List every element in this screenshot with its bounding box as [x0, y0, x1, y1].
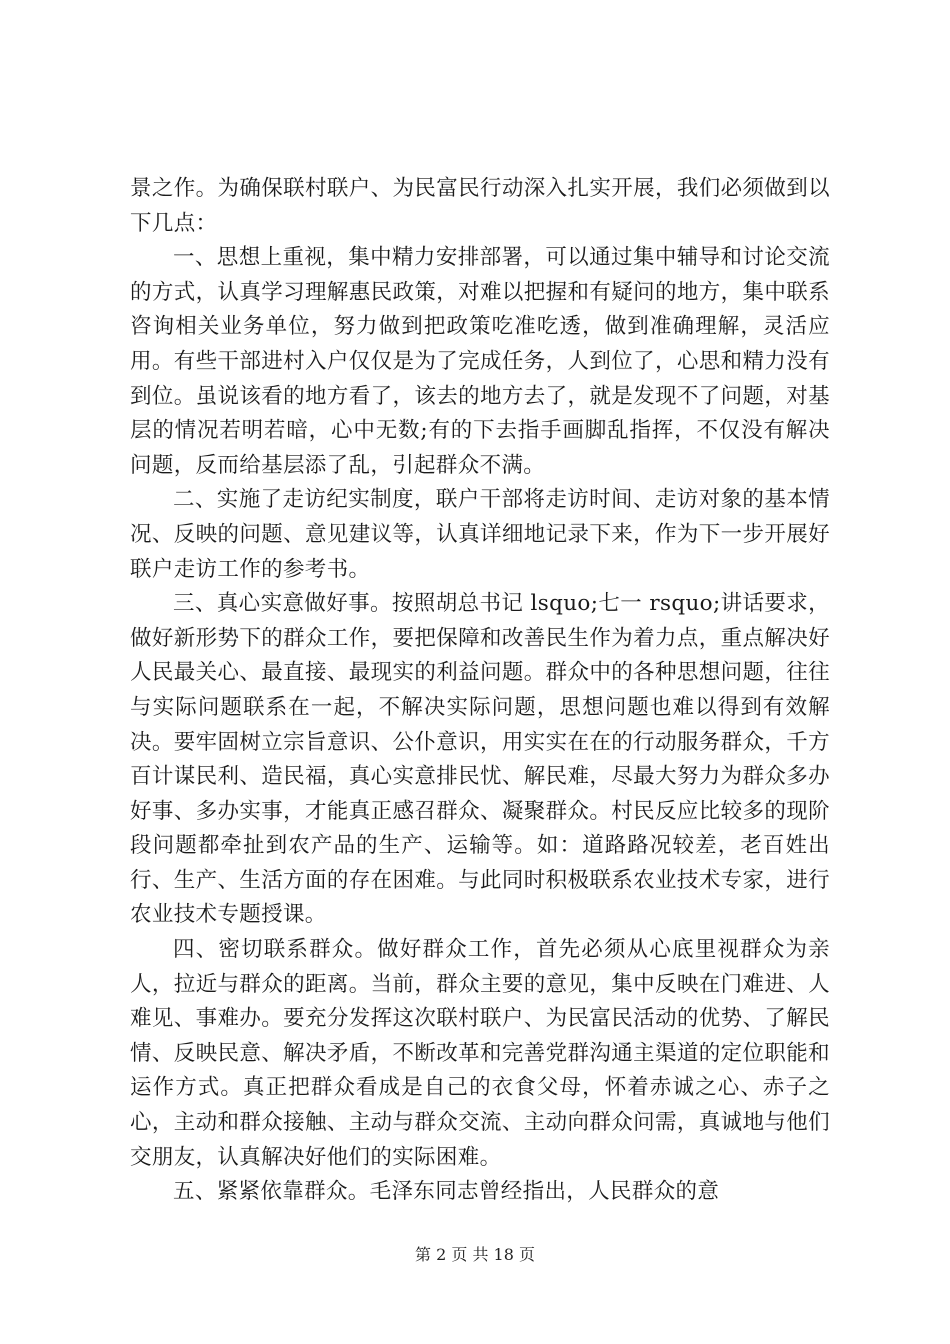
- paragraph-point-4: 四、密切联系群众。做好群众工作，首先必须从心底里视群众为亲人，拉近与群众的距离。当前，群众主要的意见，集中反映在门难进、人难见、事难办。要充分发挥这次联村联户、为民富民活动的优势、了解民情、反映民意、解决矛盾，不断改革和完善党群沟通主渠道的定位职能和运作方式。真正把群众看成是自己的衣食父母，怀着赤诚之心、赤子之心，主动和群众接触、主动与群众交流、主动向群众问需，真诚地与他们交朋友，认真解决好他们的实际困难。: [130, 937, 830, 1170]
- paragraph-point-3: 三、真心实意做好事。按照胡总书记 lsquo;七一 rsquo;讲话要求，做好新形势下的群众工作，要把保障和改善民生作为着力点，重点解决好人民最关心、最直接、最现实的利益问题。群众中的各种思想问题，往往与实际问题联系在一起，不解决实际问题，思想问题也难以得到有效解决。要牢固树立宗旨意识、公仆意识，用实实在在的行动服务群众，千方百计谋民利、造民福，真心实意排民忧、解民难，尽最大努力为群众多办好事、多办实事，才能真正感召群众、凝聚群众。村民反应比较多的现阶段问题都牵扯到农产品的生产、运输等。如：道路路况较差，老百姓出行、生产、生活方面的存在困难。与此同时积极联系农业技术专家，进行农业技术专题授课。: [130, 591, 830, 928]
- paragraph-intro: 景之作。为确保联村联户、为民富民行动深入扎实开展，我们必须做到以下几点：: [130, 176, 830, 236]
- paragraph-point-2: 二、实施了走访纪实制度，联户干部将走访时间、走访对象的基本情况、反映的问题、意见建议等，认真详细地记录下来，作为下一步开展好联户走访工作的参考书。: [130, 487, 830, 582]
- document-body: [130, 172, 830, 1210]
- paragraph-point-5: 五、紧紧依靠群众。毛泽东同志曾经指出，人民群众的意: [173, 1179, 720, 1205]
- paragraph-point-1: 一、思想上重视，集中精力安排部署，可以通过集中辅导和讨论交流的方式，认真学习理解惠民政策，对难以把握和有疑问的地方，集中联系咨询相关业务单位，努力做到把政策吃准吃透，做到准确理解，灵活应用。有些干部进村入户仅仅是为了完成任务，人到位了，心思和精力没有到位。虽说该看的地方看了，该去的地方去了，就是发现不了问题，对基层的情况若明若暗，心中无数;有的下去指手画脚乱指挥，不仅没有解决问题，反而给基层添了乱，引起群众不满。: [130, 245, 830, 478]
- page-number-footer: 第 2 页 共 18 页: [415, 1245, 535, 1264]
